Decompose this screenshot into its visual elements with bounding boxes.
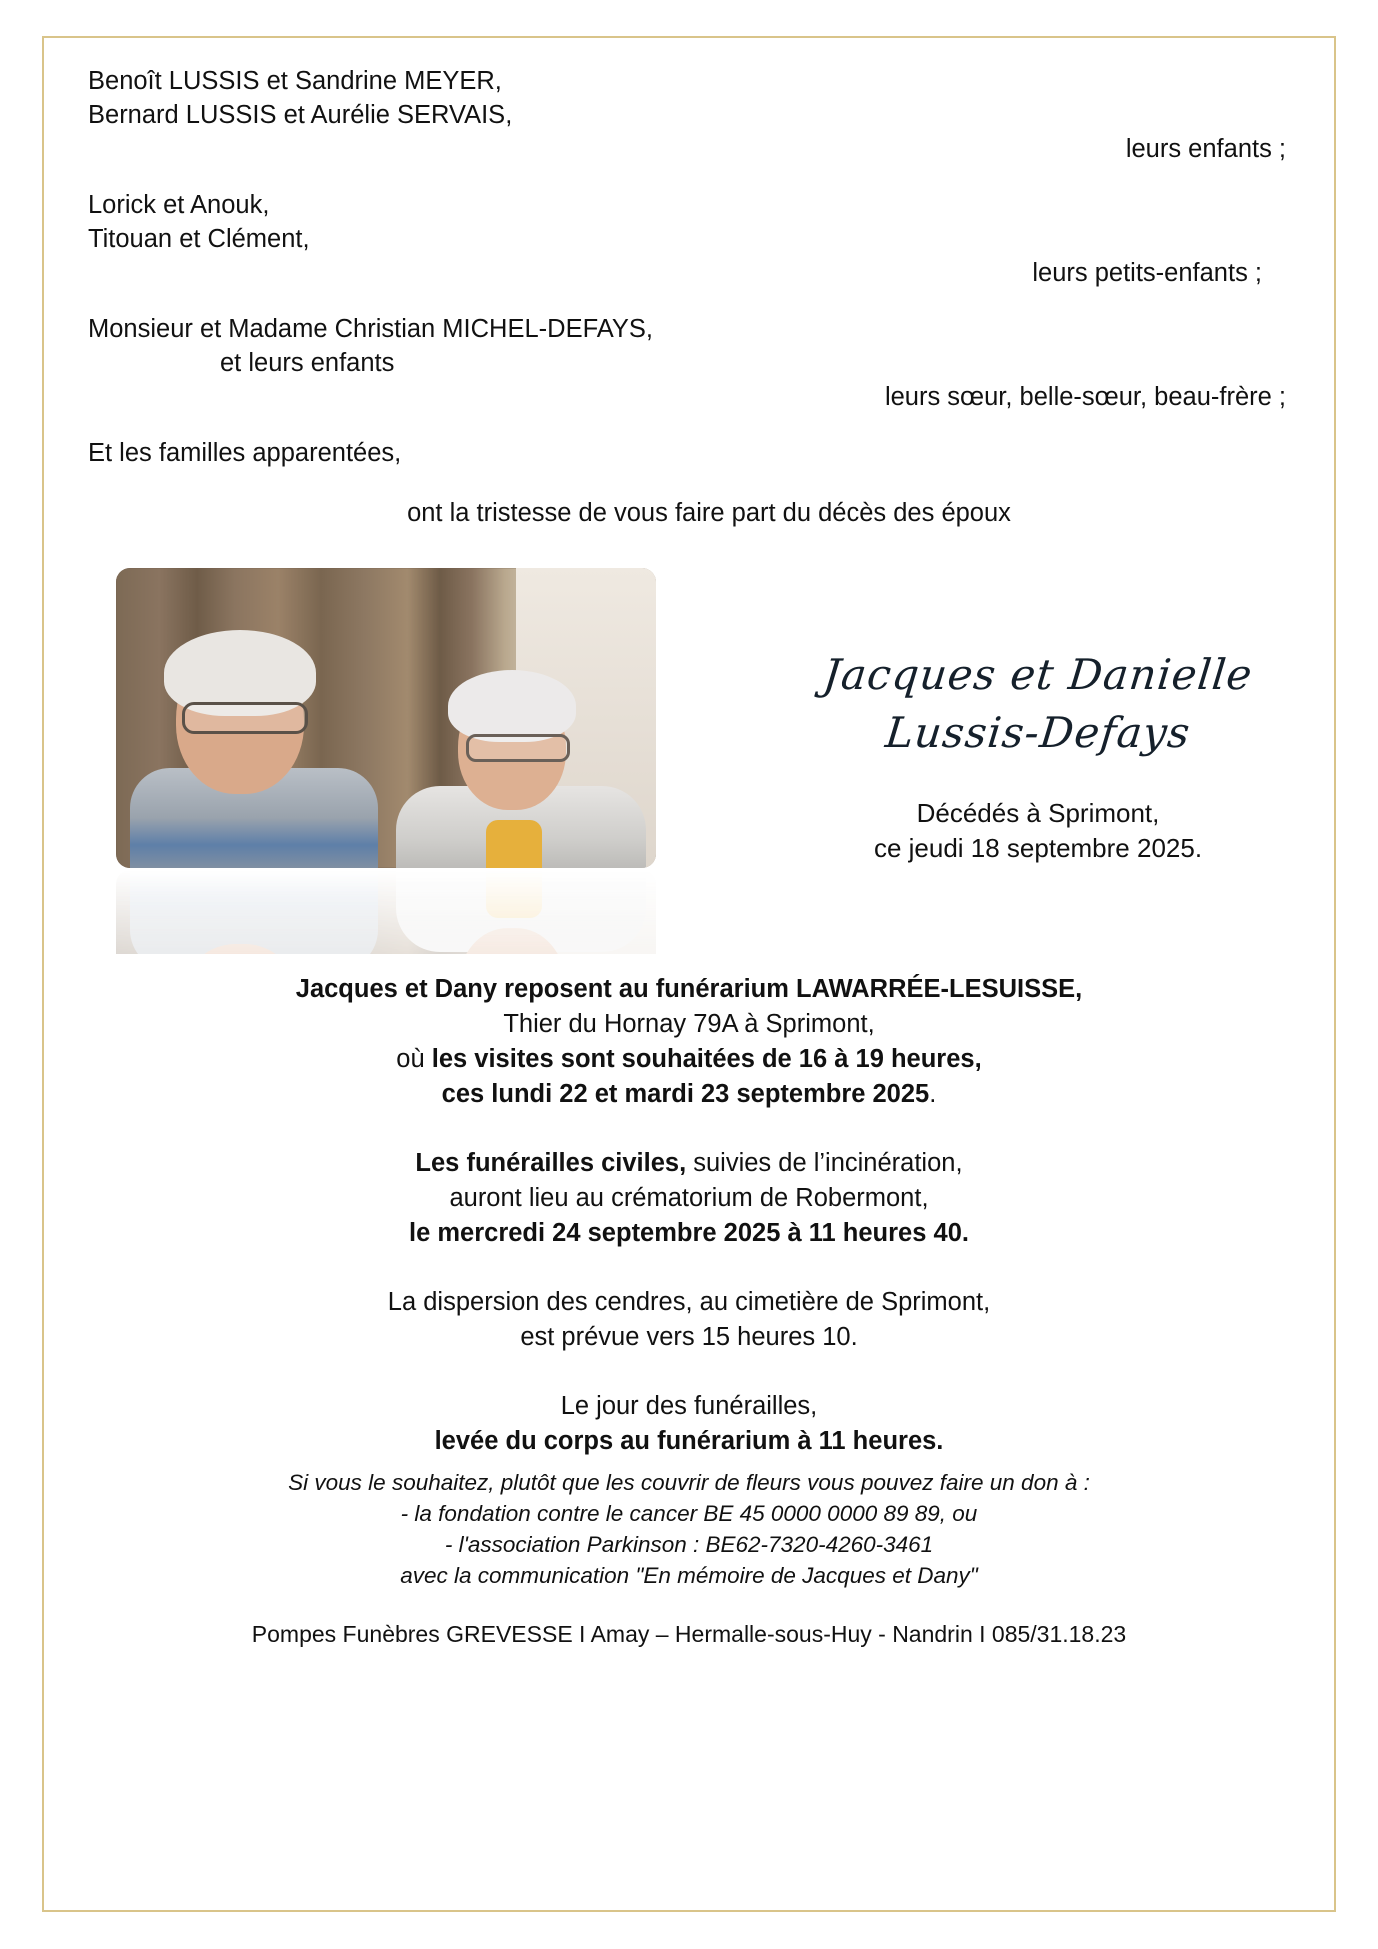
- grandchildren-line-2: Titouan et Clément,: [88, 225, 310, 253]
- ashes-line-2: est prévue vers 15 heures 10.: [520, 1323, 858, 1351]
- visitation-line-2: Thier du Hornay 79A à Sprimont,: [503, 1010, 875, 1038]
- spacer: [88, 414, 1290, 436]
- portrait-photo: [116, 568, 656, 868]
- funeral-block: [88, 1146, 1290, 1251]
- visitation-line-4-suffix: .: [929, 1080, 937, 1108]
- reflection-woman-collar: [486, 870, 542, 918]
- portrait-photo-reflection: [116, 870, 656, 954]
- spacer: [88, 290, 1290, 312]
- funeral-line-2: auront lieu au crématorium de Robermont,: [449, 1184, 929, 1212]
- ceremony-details: [88, 972, 1290, 1459]
- death-date-line: ce jeudi 18 septembre 2025.: [873, 833, 1203, 863]
- grandchildren-line-1: Lorick et Anouk,: [88, 191, 270, 219]
- glasses-icon: [182, 702, 308, 734]
- funeral-home-footer: Pompes Funèbres GREVESSE I Amay – Hermalle-sous-Huy - Nandrin I 085/31.18.23: [251, 1621, 1127, 1647]
- funeral-line-1-bold: Les funérailles civiles,: [415, 1149, 687, 1177]
- lifting-line-2: levée du corps au funérarium à 11 heures.: [434, 1427, 944, 1455]
- deceased-script-line-1: Jacques et Danielle: [820, 650, 1256, 699]
- siblings-label: leurs sœur, belle-sœur, beau-frère ;: [884, 383, 1286, 411]
- memorial-card: [42, 36, 1336, 1912]
- reflection-inner: [116, 870, 656, 954]
- children-label: leurs enfants ;: [1125, 135, 1286, 163]
- photo-figure-man: [138, 628, 368, 868]
- reflection-photo: [116, 870, 656, 954]
- visitation-line-3-prefix: où: [396, 1045, 432, 1073]
- donations-line-4: avec la communication "En mémoire de Jacques et Dany": [400, 1563, 978, 1588]
- photo-figure-woman: [416, 664, 626, 868]
- death-info: [728, 796, 1348, 866]
- lifting-line-1: Le jour des funérailles,: [560, 1392, 818, 1420]
- funeral-line-1-rest: suivies de l’incinération,: [686, 1149, 963, 1177]
- spacer: [88, 470, 1290, 496]
- funeral-line-1: [88, 1146, 1290, 1181]
- photo-and-names-row: [88, 568, 1290, 958]
- reflection-man-torso: [130, 870, 378, 954]
- reflection-figure-woman: [416, 870, 626, 954]
- ashes-block: [88, 1285, 1290, 1355]
- donations-line-3: - l'association Parkinson : BE62-7320-4260-3461: [444, 1532, 934, 1557]
- reflection-figure-man: [138, 870, 368, 954]
- announcement-line: ont la tristesse de vous faire part du décès des époux: [407, 499, 1011, 527]
- woman-hair: [448, 670, 576, 742]
- visitation-line-3: [88, 1042, 1290, 1077]
- funeral-line-3: le mercredi 24 septembre 2025 à 11 heures 40.: [409, 1219, 969, 1247]
- spacer: [88, 166, 1290, 188]
- portrait-photo-wrapper: [116, 568, 656, 868]
- donations-line-2: - la fondation contre le cancer BE 45 0000 0000 89 89, ou: [400, 1501, 978, 1526]
- deceased-names-block: [728, 646, 1348, 866]
- children-names-line-1: Benoît LUSSIS et Sandrine MEYER,: [88, 67, 502, 95]
- grandchildren-label: leurs petits-enfants ;: [1032, 259, 1262, 287]
- family-block: [88, 64, 1290, 530]
- card-inner: [44, 38, 1334, 1910]
- children-names-line-2: Bernard LUSSIS et Aurélie SERVAIS,: [88, 101, 513, 129]
- siblings-line-1: Monsieur et Madame Christian MICHEL-DEFAYS,: [88, 315, 653, 343]
- deceased-script-line-2: Lussis-Defays: [883, 708, 1193, 757]
- visitation-line-1: Jacques et Dany reposent au funérarium LAWARRÉE-LESUISSE,: [295, 975, 1083, 1003]
- body-lifting-block: [88, 1389, 1290, 1459]
- ashes-line-1: La dispersion des cendres, au cimetière de Sprimont,: [387, 1288, 991, 1316]
- visitation-block: [88, 972, 1290, 1112]
- donations-line-1: Si vous le souhaitez, plutôt que les couvrir de fleurs vous pouvez faire un don à :: [288, 1470, 1090, 1495]
- glasses-icon: [466, 734, 570, 762]
- visitation-line-4: [88, 1077, 1290, 1112]
- visitation-line-3-bold: les visites sont souhaitées de 16 à 19 heures,: [431, 1045, 982, 1073]
- related-families-line: Et les familles apparentées,: [88, 439, 402, 467]
- woman-collar: [486, 820, 542, 868]
- donations-block: [88, 1467, 1290, 1591]
- death-place-line: Décédés à Sprimont,: [916, 798, 1160, 828]
- siblings-line-2: et leurs enfants: [220, 349, 395, 377]
- visitation-line-4-bold: ces lundi 22 et mardi 23 septembre 2025: [441, 1080, 930, 1108]
